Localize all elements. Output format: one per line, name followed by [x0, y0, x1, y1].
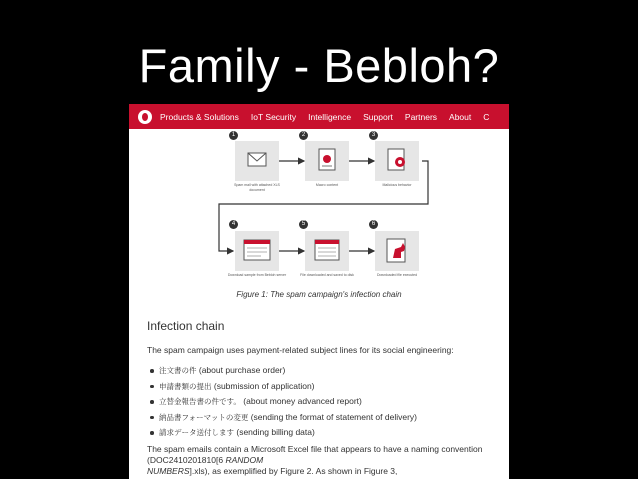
step-number: 6 [369, 220, 378, 229]
subject-japanese: 納品書フォーマットの変更 [159, 412, 249, 422]
step-caption: Downloaded file executed [376, 273, 418, 277]
body-paragraph [147, 444, 509, 477]
figure-caption: Figure 1: The spam campaign's infection chain [236, 290, 402, 299]
step-box-file-executed [375, 231, 419, 271]
subject-translation: (sending the format of statement of delivery) [250, 411, 418, 422]
step-caption: File downloaded and saved to disk [300, 273, 354, 277]
embedded-webpage-screenshot [129, 104, 509, 479]
subject-translation: (submission of application) [213, 380, 315, 391]
subject-lines-list [147, 363, 417, 441]
nav-support[interactable]: Support [363, 111, 393, 122]
macro-document-icon [305, 141, 349, 181]
infection-chain-diagram [129, 129, 509, 299]
nav-partners[interactable]: Partners [404, 111, 438, 122]
nav-iot-security[interactable]: IoT Security [250, 111, 297, 122]
step-caption: Malicious behavior [382, 183, 412, 187]
nav-intelligence[interactable]: Intelligence [308, 111, 352, 122]
slide-title: Family - Bebloh? [138, 39, 500, 92]
step-number: 1 [229, 131, 238, 140]
subject-japanese: 請求データ送付します [159, 428, 234, 437]
subject-translation: (about money advanced report) [243, 396, 362, 406]
list-item [159, 410, 417, 426]
subject-japanese: 申請書類の提出 [159, 381, 212, 391]
subject-japanese: 立替金報告書の件です。 [159, 397, 241, 406]
nav-truncated-item[interactable]: C [483, 111, 490, 122]
nav-products-solutions[interactable]: Products & Solutions [160, 111, 239, 122]
step-caption: Spam mail with attached XLS document [234, 183, 280, 192]
paragraph-line-2-end: ].xls), as exemplified by Figure 2. As shown in Figure 3, [189, 466, 398, 476]
step-box-spam-mail [235, 141, 279, 181]
step-number: 4 [229, 220, 238, 229]
paragraph-line-2-start: (DOC2410201810[6 [147, 455, 226, 465]
step-number: 2 [299, 131, 308, 140]
paragraph-line-1: The spam emails contain a Microsoft Excel file that appears to have a naming convention [147, 444, 483, 454]
envelope-icon [235, 141, 279, 181]
site-navbar [129, 104, 509, 129]
gear-document-icon [375, 141, 419, 181]
site-logo[interactable] [138, 110, 152, 124]
subject-translation: (sending billing data) [236, 427, 315, 437]
list-item [159, 394, 417, 410]
list-item [159, 363, 417, 379]
step-box-download-sample [235, 231, 279, 271]
subject-translation: (about purchase order) [198, 365, 286, 375]
web-page-icon [235, 231, 279, 271]
step-box-malicious [375, 141, 419, 181]
list-item [159, 379, 417, 395]
step-caption: Macro content [315, 183, 339, 187]
step-number: 3 [369, 131, 378, 140]
step-caption: Download sample from Bebloh server [227, 273, 287, 277]
trojan-horse-icon [375, 231, 419, 271]
step-box-file-saved [305, 231, 349, 271]
subject-japanese: 注文書の件 [159, 366, 197, 375]
section-heading: Infection chain [147, 319, 225, 333]
list-item [159, 425, 417, 441]
step-number: 5 [299, 220, 308, 229]
file-window-icon [305, 231, 349, 271]
paragraph-line-2-emphasis: RANDOM NUMBERS [147, 455, 264, 476]
step-box-macro [305, 141, 349, 181]
nav-about[interactable]: About [449, 111, 472, 122]
intro-paragraph: The spam campaign uses payment-related subject lines for its social engineering: [147, 345, 454, 355]
